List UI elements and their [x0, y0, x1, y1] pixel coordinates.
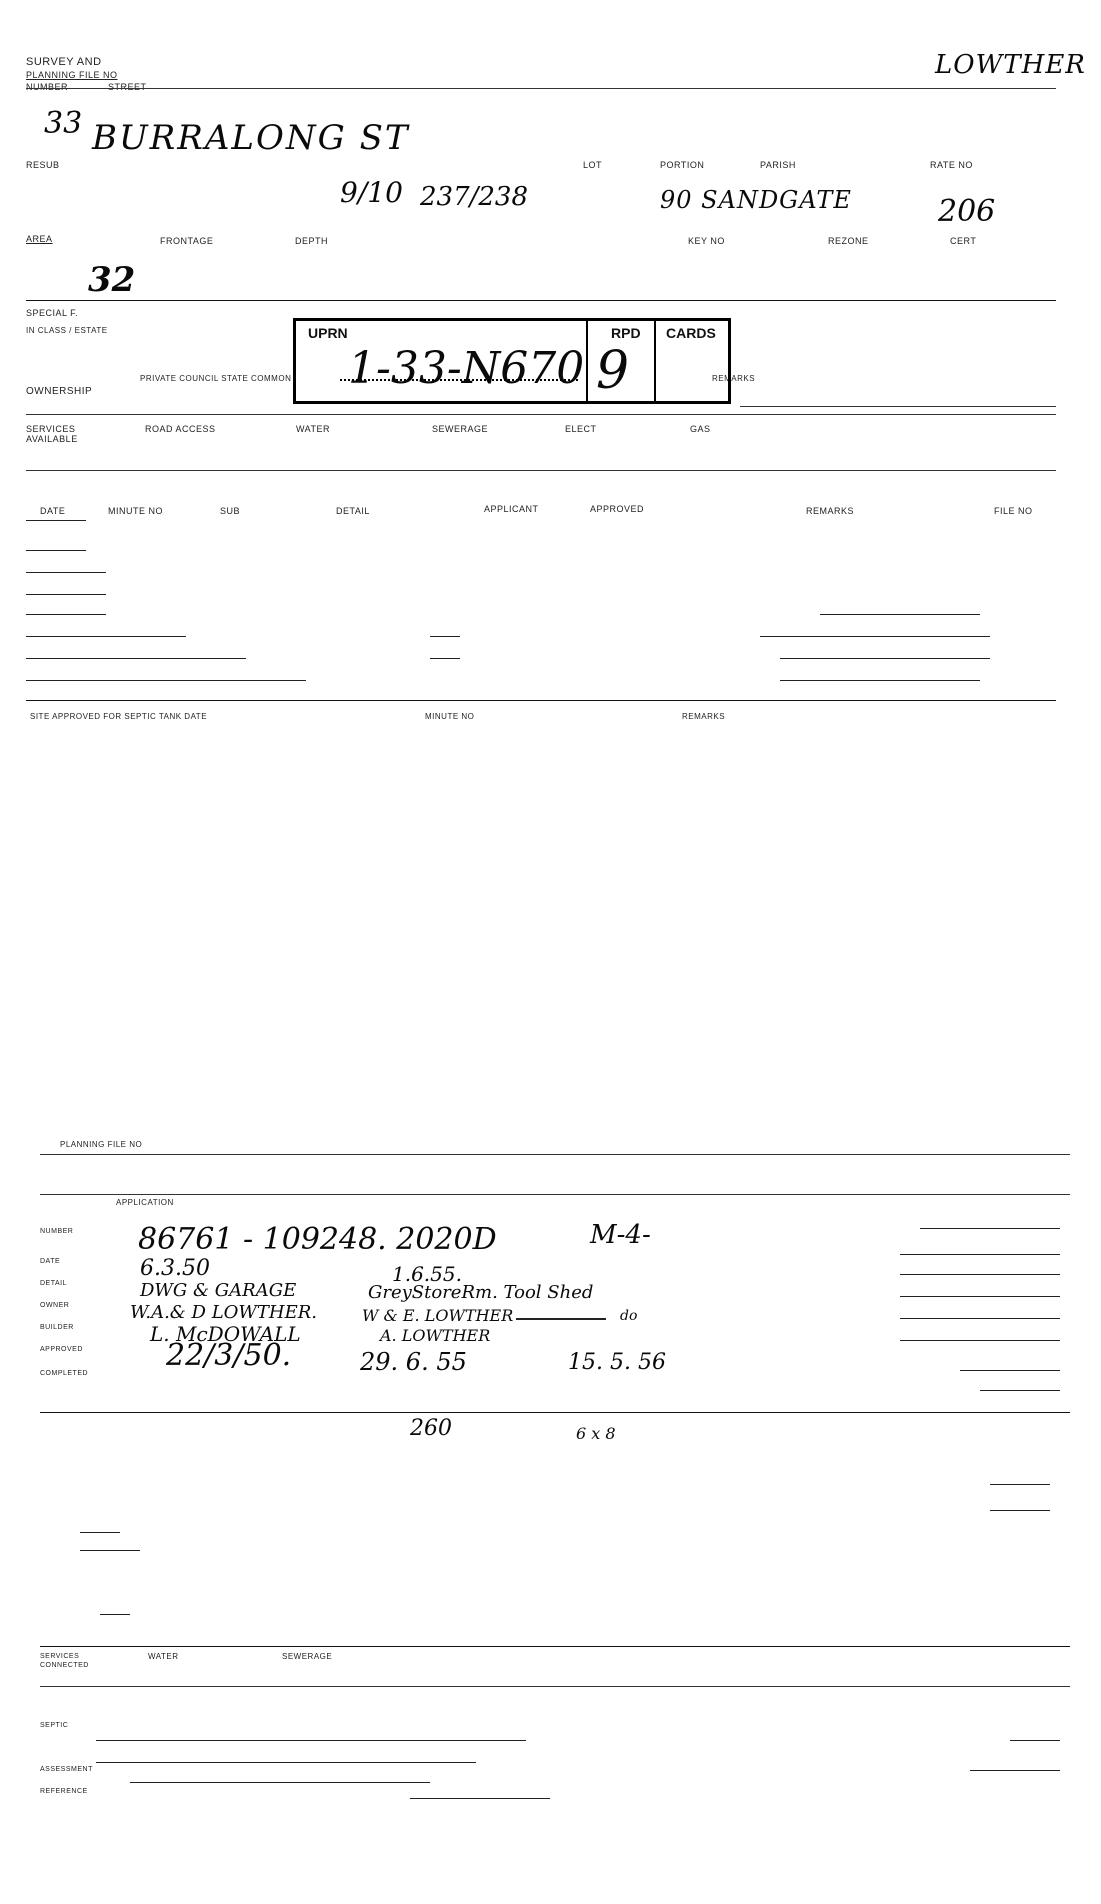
col-approved: APPROVED: [590, 504, 645, 514]
footer-minute-label: MINUTE NO: [425, 712, 475, 721]
row-line: [26, 636, 186, 637]
divider: [40, 1646, 1070, 1647]
lot-label: LOT: [583, 160, 603, 170]
area-value-3: 6 x 8: [576, 1424, 616, 1443]
entry-builder: L. McDOWALL: [150, 1322, 301, 1346]
service-road-access: ROAD ACCESS: [145, 424, 216, 434]
number-label: NUMBER: [26, 82, 69, 92]
entry-date: 6.3.50: [140, 1256, 210, 1281]
label-date: DATE: [40, 1258, 61, 1265]
row-line: [26, 520, 86, 521]
row-line: [920, 1228, 1060, 1229]
col-date: DATE: [40, 506, 66, 516]
row-line: [80, 1532, 120, 1533]
uprn-label: UPRN: [308, 325, 348, 341]
entry-completed-2: 15. 5. 56: [568, 1350, 666, 1375]
row-line: [900, 1274, 1060, 1275]
row-line: [96, 1762, 476, 1763]
divider: [740, 406, 1056, 407]
row-line: [26, 594, 106, 595]
entry-number: 86761 - 109248. 2020D: [138, 1222, 497, 1257]
remarks-label: REMARKS: [712, 374, 756, 383]
ownership-label: OWNERSHIP: [26, 386, 93, 397]
row-line: [80, 1550, 140, 1551]
entry-builder-2: A. LOWTHER: [380, 1326, 491, 1345]
service-sewerage: SEWERAGE: [432, 424, 489, 434]
services-connected-label: SERVICES CONNECTED: [40, 1653, 89, 1669]
col-applicant: APPLICANT: [484, 504, 539, 514]
entry-owner-2-extra: do: [620, 1308, 638, 1324]
row-line: [96, 1740, 526, 1741]
row-line: [410, 1798, 550, 1799]
portion-value: 237/238: [420, 182, 529, 212]
col-remarks: REMARKS: [806, 506, 855, 516]
divider: [40, 1686, 1070, 1687]
street-name: BURRALONG ST: [92, 118, 410, 158]
row-line: [990, 1510, 1050, 1511]
planning-file-label-2: PLANNING FILE NO: [60, 1140, 143, 1149]
rpd-value: 9: [596, 341, 630, 401]
stamp-divider: [586, 321, 588, 401]
divider: [26, 414, 1056, 415]
stamp-divider: [654, 321, 656, 401]
row-line: [1010, 1740, 1060, 1741]
divider: [26, 88, 1056, 89]
row-line: [970, 1770, 1060, 1771]
row-line: [900, 1254, 1060, 1255]
row-line: [900, 1318, 1060, 1319]
row-line: [900, 1340, 1060, 1341]
row-line: [100, 1614, 130, 1615]
divider: [40, 1154, 1070, 1155]
portion-label: PORTION: [660, 160, 705, 170]
row-line: [26, 614, 106, 615]
row-line: [26, 572, 106, 573]
uprn-value: 1-33-N670: [348, 343, 585, 394]
entry-detail-2: GreyStoreRm. Tool Shed: [368, 1282, 594, 1303]
row-line: [780, 658, 990, 659]
parish-label: PARISH: [760, 160, 796, 170]
service-gas: GAS: [690, 424, 711, 434]
ownership-options: PRIVATE COUNCIL STATE COMMON: [140, 374, 292, 383]
service-sewerage-2: SEWERAGE: [282, 1652, 333, 1661]
label-completed: COMPLETED: [40, 1370, 89, 1377]
entry-number-extra: M-4-: [590, 1220, 651, 1250]
row-line: [820, 614, 980, 615]
house-number: 33: [44, 106, 83, 141]
row-line: [26, 680, 306, 681]
septic-label: SITE APPROVED FOR SEPTIC TANK DATE: [30, 712, 208, 721]
divider: [26, 470, 1056, 471]
divider: [40, 1412, 1070, 1413]
label-builder: BUILDER: [40, 1324, 74, 1331]
application-label: APPLICATION: [116, 1198, 174, 1207]
cards-label: CARDS: [666, 325, 716, 341]
entry-date-2: 1.6.55.: [392, 1262, 462, 1286]
services-label: SERVICES AVAILABLE: [26, 424, 78, 444]
row-line: [760, 636, 990, 637]
col-file-no: FILE NO: [994, 506, 1033, 516]
area-value: 32: [88, 260, 136, 300]
entry-detail: DWG & GARAGE: [140, 1280, 297, 1301]
entry-approved-2: 29. 6. 55: [360, 1348, 467, 1376]
bottom-label-reference: REFERENCE: [40, 1788, 88, 1795]
service-water-2: WATER: [148, 1652, 179, 1661]
depth-label: DEPTH: [295, 236, 329, 246]
service-elect: ELECT: [565, 424, 597, 434]
divider: [40, 1194, 1070, 1195]
row-line: [980, 1390, 1060, 1391]
lot-value: 9/10: [340, 176, 403, 209]
lessee-name: LOWTHER: [935, 50, 1086, 80]
divider: [26, 300, 1056, 301]
bottom-label-septic: SEPTIC: [40, 1722, 69, 1729]
row-line: [26, 550, 86, 551]
survey-label: SURVEY AND: [26, 56, 102, 68]
uprn-stamp: [293, 318, 731, 404]
class-label: IN CLASS / ESTATE: [26, 326, 108, 335]
frontage-label: FRONTAGE: [160, 236, 214, 246]
label-owner: OWNER: [40, 1302, 70, 1309]
special-label: SPECIAL F.: [26, 308, 79, 318]
label-number: NUMBER: [40, 1228, 74, 1235]
rate-no-value: 206: [938, 194, 996, 229]
row-line: [430, 636, 460, 637]
row-line: [26, 658, 246, 659]
label-detail: DETAIL: [40, 1280, 67, 1287]
col-minute-no: MINUTE NO: [108, 506, 163, 516]
rezone-label: REZONE: [828, 236, 869, 246]
col-sub: SUB: [220, 506, 241, 516]
row-line: [900, 1296, 1060, 1297]
parish-value: 90 SANDGATE: [660, 186, 852, 214]
entry-approved: 22/3/50.: [166, 1338, 292, 1373]
area-value-2: 260: [410, 1416, 452, 1441]
row-line: [990, 1484, 1050, 1485]
ditto-arrow: [516, 1318, 606, 1320]
planning-file-label: PLANNING FILE NO: [26, 70, 118, 80]
row-line: [960, 1370, 1060, 1371]
entry-owner: W.A.& D LOWTHER.: [130, 1302, 318, 1323]
rate-no-label: RATE NO: [930, 160, 973, 170]
divider: [26, 700, 1056, 701]
bottom-label-assessment: ASSESSMENT: [40, 1766, 93, 1773]
area-label: AREA: [26, 234, 53, 244]
rpd-label: RPD: [611, 325, 641, 341]
label-approved: APPROVED: [40, 1346, 83, 1353]
key-no-label: KEY NO: [688, 236, 725, 246]
row-line: [130, 1782, 430, 1783]
service-water: WATER: [296, 424, 330, 434]
row-line: [430, 658, 460, 659]
street-label: STREET: [108, 82, 147, 92]
footer-remarks-label: REMARKS: [682, 712, 726, 721]
dotted-line: [340, 379, 578, 381]
resub-label: RESUB: [26, 160, 60, 170]
cert-label: CERT: [950, 236, 977, 246]
row-line: [780, 680, 980, 681]
entry-owner-2: W & E. LOWTHER: [362, 1306, 514, 1325]
col-detail: DETAIL: [336, 506, 370, 516]
